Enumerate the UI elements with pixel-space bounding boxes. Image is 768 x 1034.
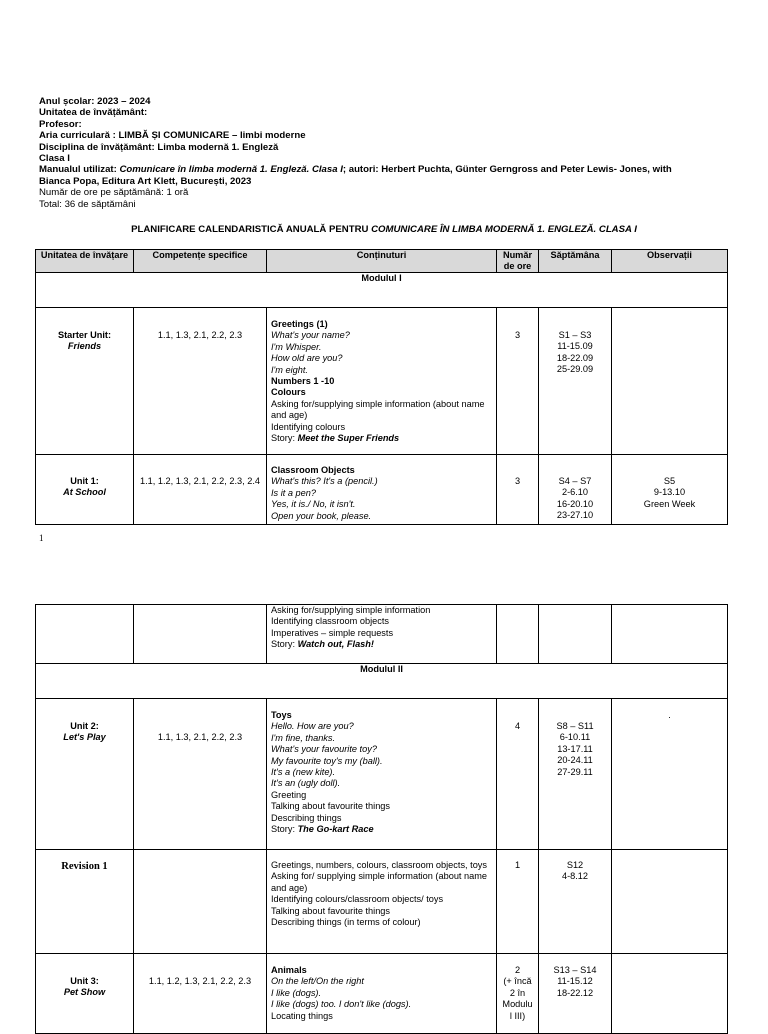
- week-line: 13-17.11: [557, 743, 593, 754]
- table-row: [36, 605, 728, 664]
- week-line: 6-10.11: [559, 732, 591, 743]
- content-line: What's this? It's a (pencil.): [271, 476, 378, 487]
- competences-cell: [134, 605, 267, 664]
- hours-cell: 4: [497, 699, 539, 850]
- hours-cell: 3: [497, 308, 539, 455]
- content-line: Describing things (in terms of colour): [271, 917, 421, 928]
- content-line: Greetings (1): [271, 319, 328, 329]
- week-line: 18-22.12: [556, 987, 594, 998]
- story-line: [271, 824, 492, 835]
- story-prefix: Story:: [271, 824, 298, 835]
- content-line: Identifying classroom objects: [271, 616, 389, 627]
- content-line: I'm fine, thanks.: [271, 732, 336, 743]
- contents-cell: [267, 699, 497, 850]
- hours-line: (+ încă: [503, 976, 532, 987]
- week-line: 11-15.12: [557, 976, 593, 987]
- week-line: 4-8.12: [561, 871, 589, 882]
- competences-cell: 1.1, 1.2, 1.3, 2.1, 2.2, 2.3, 2.4: [134, 455, 267, 525]
- module-row: [36, 664, 728, 699]
- title-italic: COMUNICARE ÎN LIMBA MODERNĂ 1. ENGLEZĂ. CLASA I: [371, 224, 637, 235]
- observations-cell: [612, 605, 728, 664]
- competences-cell: [134, 850, 267, 954]
- contents-cell: [267, 308, 497, 455]
- content-line: Asking for/supplying simple information (about name and age): [271, 398, 485, 421]
- table-row: [36, 455, 728, 525]
- col-header-unit: Unitatea de învățare: [36, 250, 134, 273]
- content-line: I like (dogs) too. I don't like (dogs).: [271, 999, 412, 1010]
- hours-cell: [497, 954, 539, 1034]
- week-line: 23-27.10: [556, 510, 594, 521]
- observation-line: 9-13.10: [653, 487, 686, 498]
- story-prefix: Story:: [271, 639, 298, 650]
- unit-label: Unit 1:: [70, 476, 99, 486]
- content-line: Asking for/supplying simple information: [271, 605, 431, 615]
- unit-name: Pet Show: [63, 987, 106, 998]
- content-line: Open your book, please.: [271, 510, 372, 521]
- content-line: I'm Whisper.: [271, 341, 322, 352]
- module-row: [36, 273, 728, 308]
- week-cell: [539, 455, 612, 525]
- module-2-label: Modulul II: [36, 664, 728, 699]
- content-line: What's your favourite toy?: [271, 744, 377, 755]
- col-header-hours: Număr de ore: [497, 250, 539, 273]
- content-line: How old are you?: [271, 353, 343, 364]
- manual-line: [39, 164, 729, 175]
- content-line: I like (dogs).: [271, 987, 322, 998]
- week-line: 20-24.11: [557, 755, 593, 766]
- content-line: Greeting: [271, 789, 307, 800]
- hours-per-week: Număr de ore pe săptămână: 1 oră: [39, 187, 189, 199]
- unit-name: Friends: [67, 341, 102, 352]
- content-line: Locating things: [271, 1010, 333, 1021]
- hours-cell: 1: [497, 850, 539, 954]
- col-header-contents: Conținuturi: [267, 250, 497, 273]
- content-line: Classroom Objects: [271, 465, 355, 475]
- hours-line: 2: [514, 965, 521, 975]
- content-line: Talking about favourite things: [271, 801, 391, 812]
- week-cell: [539, 850, 612, 954]
- school-unit: Unitatea de învățământ:: [39, 107, 148, 119]
- page-number: 1: [39, 533, 44, 543]
- content-line: It's an (ugly doll).: [271, 778, 341, 789]
- observations-cell: [612, 308, 728, 455]
- observation-line: S5: [663, 476, 676, 486]
- week-line: S4 – S7: [558, 476, 592, 486]
- contents-cell: [267, 605, 497, 664]
- unit-cell: [36, 954, 134, 1034]
- hours-line: l III): [509, 1010, 526, 1021]
- story-line: [271, 433, 492, 444]
- week-cell: [539, 308, 612, 455]
- curricular-area: Aria curriculară : LIMBĂ ȘI COMUNICARE – limbi moderne: [39, 130, 306, 142]
- hours-line: 2 în: [509, 987, 526, 998]
- title-prefix: PLANIFICARE CALENDARISTICĂ ANUALĂ PENTRU: [131, 224, 372, 235]
- content-line: I'm eight.: [271, 364, 308, 375]
- unit-label: Unit 2:: [70, 721, 99, 731]
- story-prefix: Story:: [271, 433, 298, 444]
- discipline: Disciplina de învățământ: Limba modernă 1. Engleză: [39, 141, 279, 153]
- story-title: Watch out, Flash!: [297, 639, 374, 650]
- contents-cell: [267, 954, 497, 1034]
- contents-cell: [267, 850, 497, 954]
- week-line: S1 – S3: [558, 330, 592, 340]
- col-header-competences: Competențe specifice: [134, 250, 267, 273]
- content-line: Greetings, numbers, colours, classroom objects, toys: [271, 860, 487, 870]
- table-row: [36, 308, 728, 455]
- manual-authors-2: Bianca Popa, Editura Art Klett, București, 2023: [39, 175, 252, 187]
- table-row: [36, 954, 728, 1034]
- unit-label: Starter Unit:: [57, 330, 112, 340]
- content-line: Describing things: [271, 812, 342, 823]
- week-line: 2-6.10: [561, 487, 589, 498]
- observations-cell: [612, 954, 728, 1034]
- unit-label: Unit 3:: [70, 976, 99, 986]
- observations-cell: [612, 455, 728, 525]
- content-line: Yes, it is./ No, it isn't.: [271, 499, 356, 510]
- competences-cell: 1.1, 1.2, 1.3, 2.1, 2.2, 2.3: [134, 954, 267, 1034]
- content-line: Talking about favourite things: [271, 905, 391, 916]
- content-line: On the left/On the right: [271, 976, 364, 987]
- total-weeks: Total: 36 de săptămâni: [39, 198, 136, 210]
- content-line: Numbers 1 -10: [271, 376, 335, 387]
- story-line: [271, 639, 492, 650]
- week-cell: [539, 605, 612, 664]
- unit-cell: [36, 699, 134, 850]
- unit-cell: [36, 605, 134, 664]
- content-line: Imperatives – simple requests: [271, 627, 394, 638]
- competences-cell: 1.1, 1.3, 2.1, 2.2, 2.3: [134, 699, 267, 850]
- table-row: [36, 699, 728, 850]
- table-header-row: [36, 250, 728, 273]
- manual-prefix: Manualul utilizat:: [39, 164, 120, 176]
- document-header: [39, 96, 729, 210]
- contents-cell: [267, 455, 497, 525]
- unit-cell: [36, 455, 134, 525]
- unit-name: Let's Play: [63, 732, 106, 743]
- week-line: 25-29.09: [556, 364, 594, 375]
- table-row: [36, 850, 728, 954]
- hours-line: Modulu: [502, 999, 533, 1010]
- unit-cell: [36, 308, 134, 455]
- observations-cell: [612, 850, 728, 954]
- hours-cell: [497, 605, 539, 664]
- col-header-week: Săptămâna: [539, 250, 612, 273]
- manual-authors: ; autori: Herbert Puchta, Günter Gerngross and Peter Lewis- Jones, with: [342, 164, 672, 176]
- class-name: Clasa I: [39, 153, 70, 165]
- content-line: Is it a pen?: [271, 487, 316, 498]
- unit-name: At School: [63, 487, 106, 498]
- revision-label: Revision 1: [36, 850, 134, 954]
- planning-table-page-2: [35, 604, 728, 1034]
- content-line: Asking for/ supplying simple information (about name and age): [271, 871, 488, 893]
- week-cell: [539, 954, 612, 1034]
- teacher: Profesor:: [39, 118, 82, 130]
- week-line: 27-29.11: [557, 766, 593, 777]
- week-line: S12: [566, 860, 584, 870]
- week-line: S13 – S14: [553, 965, 597, 975]
- planning-table-page-1: [35, 249, 728, 525]
- story-title: The Go-kart Race: [297, 824, 374, 835]
- content-line: It's a (new kite).: [271, 767, 336, 778]
- story-title: Meet the Super Friends: [297, 433, 400, 444]
- week-line: 16-20.10: [556, 498, 594, 509]
- content-line: Animals: [271, 965, 307, 975]
- content-line: Identifying colours: [271, 421, 346, 432]
- week-line: 18-22.09: [556, 352, 594, 363]
- content-line: My favourite toy's my (ball).: [271, 755, 383, 766]
- content-line: Identifying colours/classroom objects/ toys: [271, 894, 444, 905]
- document-title: [0, 224, 768, 236]
- content-line: Hello. How are you?: [271, 721, 354, 732]
- content-line: Toys: [271, 710, 292, 720]
- observations-cell: .: [612, 699, 728, 850]
- content-line: What's your name?: [271, 330, 350, 341]
- school-year: Anul școlar: 2023 – 2024: [39, 96, 151, 107]
- module-1-label: Modulul I: [36, 273, 728, 308]
- manual-title: Comunicare în limba modernă 1. Engleză. Clasa I: [119, 164, 343, 176]
- week-cell: [539, 699, 612, 850]
- competences-cell: 1.1, 1.3, 2.1, 2.2, 2.3: [134, 308, 267, 455]
- content-line: Colours: [271, 387, 306, 398]
- col-header-observations: Observații: [612, 250, 728, 273]
- week-line: 11-15.09: [557, 341, 593, 352]
- observation-line: Green Week: [643, 498, 696, 509]
- hours-cell: 3: [497, 455, 539, 525]
- week-line: S8 – S11: [556, 721, 594, 731]
